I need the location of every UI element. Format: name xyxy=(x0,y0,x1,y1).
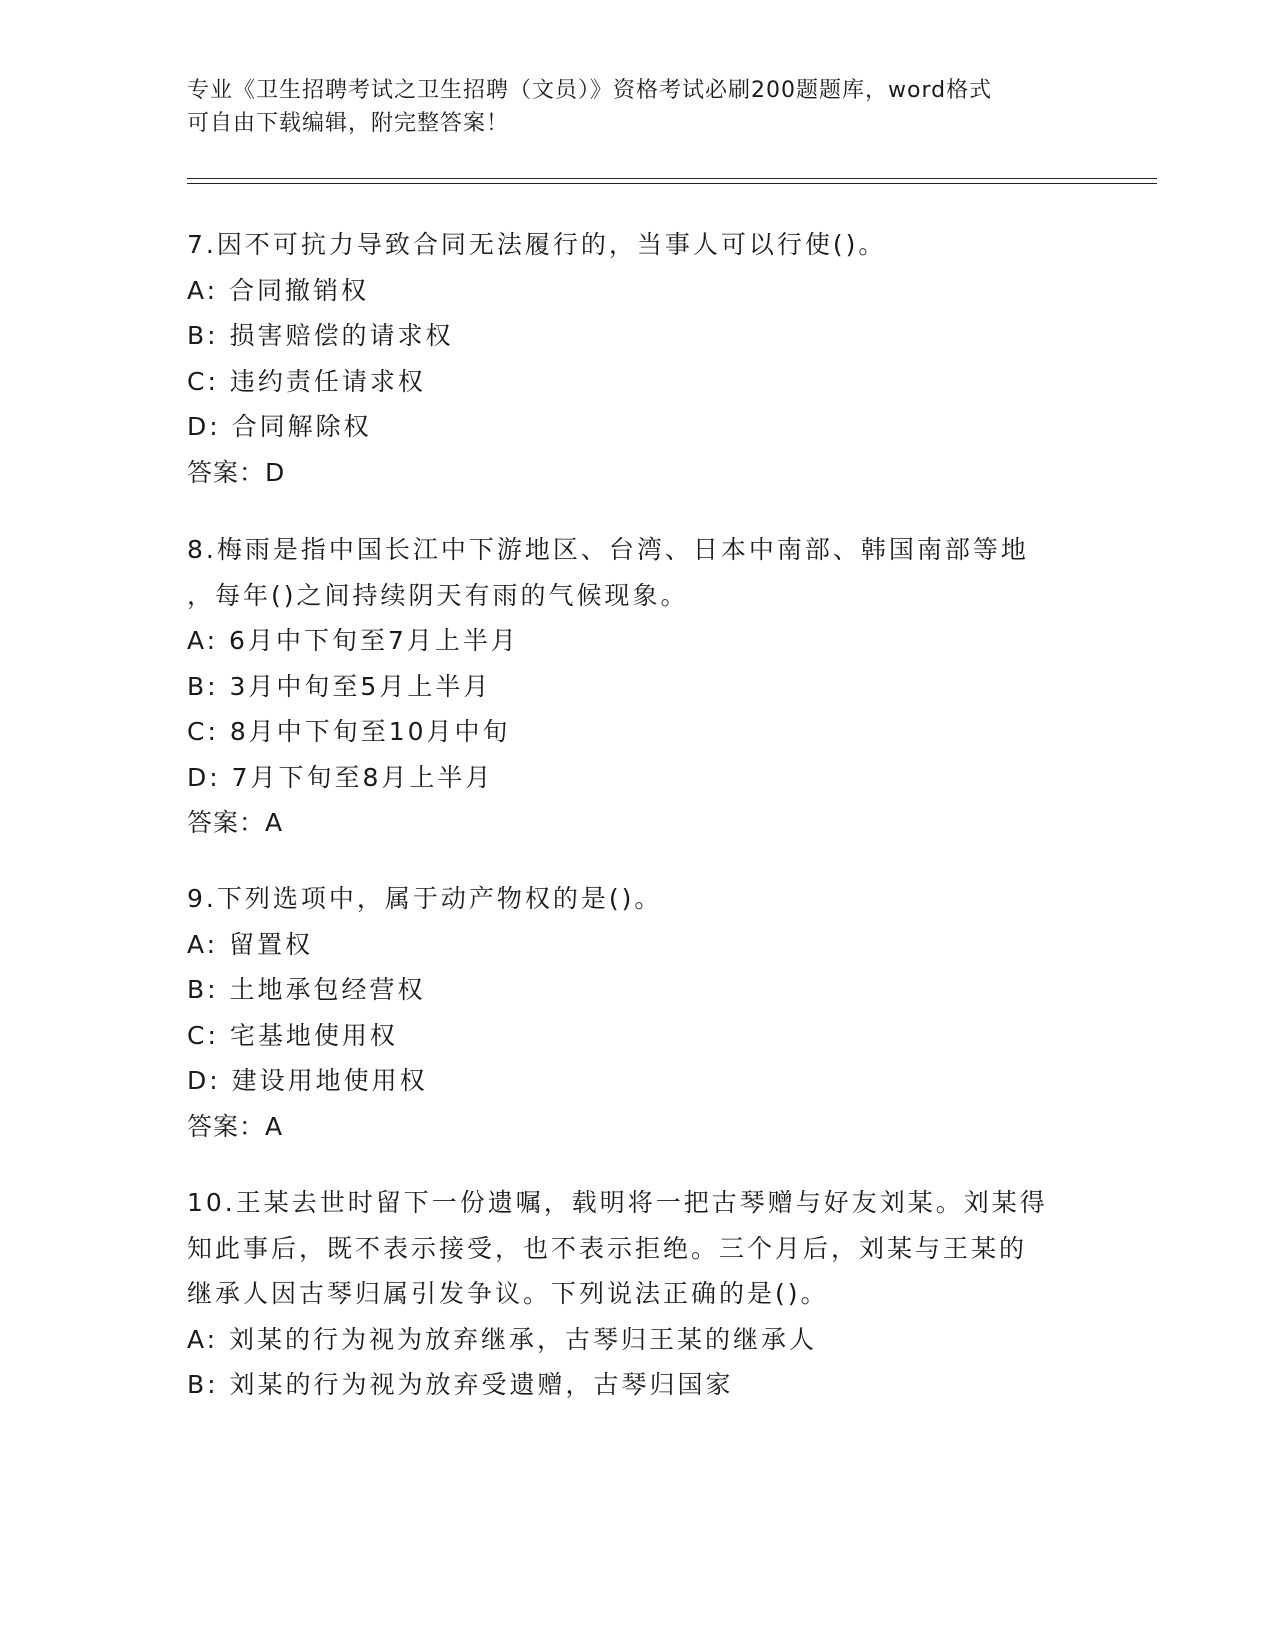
option-a: A: 6月中下旬至7月上半月 xyxy=(187,626,519,655)
question-8 xyxy=(187,527,1087,846)
option-c: C: 8月中下旬至10月中旬 xyxy=(187,717,511,746)
header-line-2: 可自由下载编辑，附完整答案！ xyxy=(187,111,510,136)
answer-label: 答案： xyxy=(187,457,266,487)
question-stem: 8.梅雨是指中国长江中下游地区、台湾、日本中南部、韩国南部等地 xyxy=(187,535,1029,564)
question-stem: 7.因不可抗力导致合同无法履行的，当事人可以行使()。 xyxy=(187,230,887,259)
question-9 xyxy=(187,876,1087,1150)
answer-value: D xyxy=(265,457,286,487)
option-b: B: 损害赔偿的请求权 xyxy=(187,321,454,350)
option-a: A: 合同撤销权 xyxy=(187,275,370,305)
answer-line xyxy=(187,1104,1087,1150)
answer-line xyxy=(187,800,1087,846)
answer-label: 答案： xyxy=(187,808,266,837)
answer-value: A xyxy=(265,1111,284,1141)
option-d: D: 7月下旬至8月上半月 xyxy=(187,762,494,792)
question-stem: ，每年()之间持续阴天有雨的气候现象。 xyxy=(187,580,689,610)
header-divider xyxy=(187,178,1157,184)
document-header xyxy=(187,74,1087,140)
question-10 xyxy=(187,1180,1087,1408)
option-d: D: 建设用地使用权 xyxy=(187,1066,428,1095)
option-c: C: 违约责任请求权 xyxy=(187,366,426,396)
question-stem: 9.下列选项中，属于动产物权的是()。 xyxy=(187,884,663,913)
option-b: B: 刘某的行为视为放弃受遗赠，古琴归国家 xyxy=(187,1370,734,1399)
answer-label: 答案： xyxy=(187,1111,266,1141)
question-stem: 10.王某去世时留下一份遗嘱，载明将一把古琴赠与好友刘某。刘某得 xyxy=(187,1188,1048,1217)
question-7 xyxy=(187,222,1087,496)
answer-line xyxy=(187,450,1087,496)
option-d: D: 合同解除权 xyxy=(187,412,372,441)
question-stem: 继承人因古琴归属引发争议。下列说法正确的是()。 xyxy=(187,1279,829,1308)
option-c: C: 宅基地使用权 xyxy=(187,1020,398,1050)
answer-value: A xyxy=(265,808,284,837)
option-b: B: 3月中旬至5月上半月 xyxy=(187,671,492,701)
question-stem: 知此事后，既不表示接受，也不表示拒绝。三个月后，刘某与王某的 xyxy=(187,1233,1028,1263)
option-a: A: 刘某的行为视为放弃继承，古琴归王某的继承人 xyxy=(187,1324,818,1354)
option-b: B: 土地承包经营权 xyxy=(187,975,426,1004)
header-line-1: 专业《卫生招聘考试之卫生招聘（文员）》资格考试必刷200题题库，word格式 xyxy=(187,78,993,103)
option-a: A: 留置权 xyxy=(187,929,314,959)
